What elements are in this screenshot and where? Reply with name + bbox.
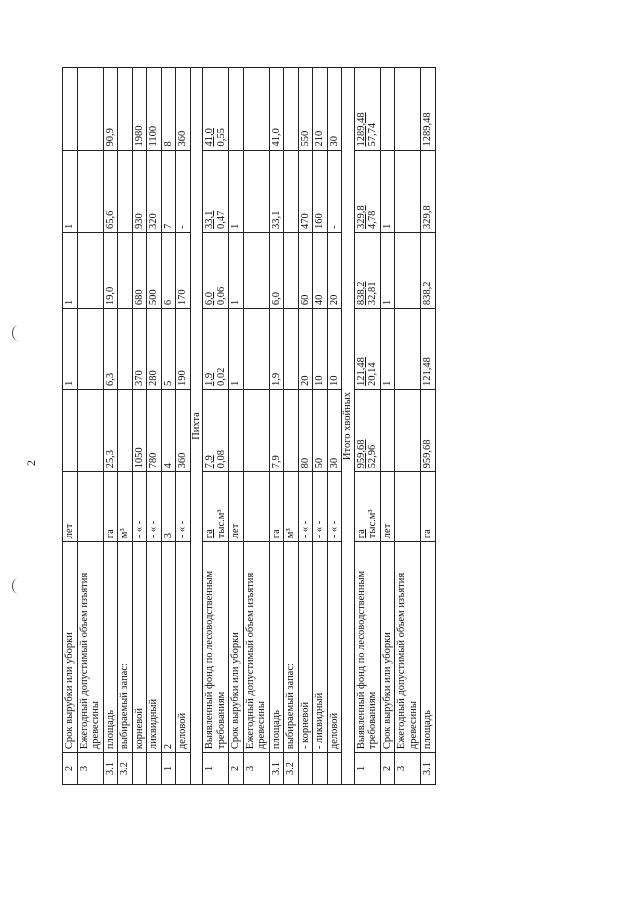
value-cell xyxy=(380,68,395,151)
value-cell xyxy=(118,309,133,390)
indicator-label-cell: деловой xyxy=(327,542,342,753)
value-cell: 90,9 xyxy=(103,68,118,151)
value-cell xyxy=(395,309,421,390)
row-number-cell xyxy=(176,753,191,785)
value-cell xyxy=(203,309,229,390)
value-cell xyxy=(77,309,103,390)
table-row xyxy=(203,68,229,785)
row-number-cell: 2 xyxy=(229,753,244,785)
value-cell xyxy=(229,68,244,151)
indicator-label-cell: Срок вырубки или уборки xyxy=(229,542,244,753)
indicator-label-cell: выбираемый запас: xyxy=(118,542,133,753)
value-cell: 60 xyxy=(298,232,313,308)
row-number-cell: 3.1 xyxy=(421,753,436,785)
value-cell: 41,0 xyxy=(269,68,284,151)
indicator-label-cell: - ликвидный xyxy=(313,542,328,753)
value-secondary: 32,81 xyxy=(367,281,378,306)
value-cell xyxy=(118,150,133,232)
indicator-label-cell: Срок вырубки или уборки xyxy=(380,542,395,753)
value-cell: 25,3 xyxy=(103,389,118,471)
row-number-cell xyxy=(313,753,328,785)
unit-cell xyxy=(77,472,103,542)
unit-secondary: тыс.м³ xyxy=(367,509,378,539)
row-number-cell: 3.2 xyxy=(118,753,133,785)
value-cell: 470 xyxy=(298,150,313,232)
value-cell xyxy=(243,309,269,390)
value-cell: 780 xyxy=(147,389,162,471)
value-cell xyxy=(284,232,299,308)
value-cell: 6,3 xyxy=(103,309,118,390)
unit-cell xyxy=(395,472,421,542)
row-number-cell: 3 xyxy=(243,753,269,785)
table-row xyxy=(380,68,395,785)
row-number-cell: 3.2 xyxy=(284,753,299,785)
value-cell: 838,2 xyxy=(421,232,436,308)
table-row xyxy=(132,68,147,785)
table-row xyxy=(77,68,103,785)
value-cell xyxy=(354,68,380,151)
row-number-cell: 3 xyxy=(77,753,103,785)
table-row xyxy=(313,68,328,785)
value-cell: 1 xyxy=(380,232,395,308)
value-cell: 1100 xyxy=(147,68,162,151)
value-cell: - xyxy=(176,150,191,232)
value-cell: 4 xyxy=(161,389,176,471)
value-cell xyxy=(243,150,269,232)
unit-cell: 3 xyxy=(161,472,176,542)
value-cell: 1289,48 xyxy=(421,68,436,151)
value-secondary: 52,96 xyxy=(367,444,378,469)
value-cell: 7,9 xyxy=(269,389,284,471)
value-cell: 370 xyxy=(132,309,147,390)
value-cell: 40 xyxy=(313,232,328,308)
value-cell xyxy=(203,68,229,151)
row-number-cell xyxy=(132,753,147,785)
value-cell: 360 xyxy=(176,389,191,471)
table-row xyxy=(176,68,191,785)
value-cell: 30 xyxy=(327,68,342,151)
value-cell: - xyxy=(327,150,342,232)
value-secondary: 0,47 xyxy=(215,210,227,229)
value-secondary: 57,74 xyxy=(367,122,378,147)
unit-cell: га xyxy=(421,472,436,542)
value-cell xyxy=(63,68,78,151)
value-cell: 6 xyxy=(161,232,176,308)
value-cell: 680 xyxy=(132,232,147,308)
value-cell: 10 xyxy=(313,309,328,390)
row-number-cell: 2 xyxy=(380,753,395,785)
table-row xyxy=(421,68,436,785)
value-cell xyxy=(395,150,421,232)
indicator-label-cell: Срок вырубки или уборки xyxy=(63,542,78,753)
value-cell xyxy=(243,389,269,471)
unit-cell: - « - xyxy=(298,472,313,542)
value-cell: 7 xyxy=(161,150,176,232)
unit-cell: м³ xyxy=(284,472,299,542)
indicator-label-cell: - корневой xyxy=(298,542,313,753)
value-primary: 7,9 xyxy=(204,455,215,469)
indicator-label-cell: деловой xyxy=(176,542,191,753)
indicator-label-cell: выбираемый запас: xyxy=(284,542,299,753)
value-cell xyxy=(395,232,421,308)
row-number-cell: 3 xyxy=(395,753,421,785)
value-secondary: 0,08 xyxy=(215,450,227,469)
value-cell xyxy=(284,389,299,471)
value-cell xyxy=(354,150,380,232)
row-number-cell xyxy=(147,753,162,785)
value-primary: 33,1 xyxy=(204,210,215,229)
unit-primary: га xyxy=(204,529,215,539)
indicator-label-cell: Ежегодный допустимый объем изъятия древесины xyxy=(395,542,421,753)
value-cell xyxy=(229,389,244,471)
table-row xyxy=(103,68,118,785)
unit-cell: лет xyxy=(380,472,395,542)
value-cell: 329,8 xyxy=(421,150,436,232)
row-number-cell: 3.1 xyxy=(269,753,284,785)
value-cell: 360 xyxy=(176,68,191,151)
indicator-label-cell: Выявленный фонд по лесоводственным требованиям xyxy=(203,542,229,753)
forest-fund-table xyxy=(62,67,436,785)
indicator-label-cell: площадь xyxy=(269,542,284,753)
table-row xyxy=(269,68,284,785)
value-cell xyxy=(284,68,299,151)
unit-cell: - « - xyxy=(176,472,191,542)
value-cell: 6,0 xyxy=(269,232,284,308)
value-cell: 1050 xyxy=(132,389,147,471)
unit-cell xyxy=(354,472,380,542)
value-cell: 10 xyxy=(327,309,342,390)
table-row xyxy=(63,68,78,785)
unit-cell: м³ xyxy=(118,472,133,542)
value-cell xyxy=(203,150,229,232)
table-row xyxy=(327,68,342,785)
value-cell xyxy=(395,389,421,471)
table-row xyxy=(284,68,299,785)
value-cell: 930 xyxy=(132,150,147,232)
value-cell: 30 xyxy=(327,389,342,471)
value-cell: 1 xyxy=(63,232,78,308)
value-cell xyxy=(77,150,103,232)
value-cell: 5 xyxy=(161,309,176,390)
indicator-label-cell: 2 xyxy=(161,542,176,753)
value-primary: 6,0 xyxy=(204,291,215,306)
value-cell: 1980 xyxy=(132,68,147,151)
value-cell: 1,9 xyxy=(269,309,284,390)
value-cell: 500 xyxy=(147,232,162,308)
value-secondary: 4,78 xyxy=(367,210,378,229)
value-cell: 1 xyxy=(380,150,395,232)
value-cell xyxy=(354,389,380,471)
value-cell xyxy=(395,68,421,151)
value-cell xyxy=(354,232,380,308)
row-number-cell: 1 xyxy=(203,753,229,785)
unit-cell: - « - xyxy=(313,472,328,542)
value-cell: 8 xyxy=(161,68,176,151)
value-cell: 1 xyxy=(229,232,244,308)
unit-cell: - « - xyxy=(132,472,147,542)
indicator-label-cell: площадь xyxy=(103,542,118,753)
unit-cell: - « - xyxy=(327,472,342,542)
unit-cell: лет xyxy=(229,472,244,542)
page-number: 2 xyxy=(24,460,38,466)
unit-primary: га xyxy=(355,529,367,539)
value-secondary: 0,02 xyxy=(215,367,227,386)
indicator-label-cell: площадь xyxy=(421,542,436,753)
value-cell: 121,48 xyxy=(421,309,436,390)
value-cell: 190 xyxy=(176,309,191,390)
value-primary: 838,2 xyxy=(355,281,367,306)
value-secondary: 0,06 xyxy=(215,286,227,306)
value-cell xyxy=(354,309,380,390)
row-number-cell: 1 xyxy=(161,753,176,785)
value-cell xyxy=(118,68,133,151)
value-cell xyxy=(77,68,103,151)
value-cell xyxy=(77,232,103,308)
value-primary: 329,8 xyxy=(355,205,367,229)
value-cell xyxy=(243,232,269,308)
value-cell: 1 xyxy=(380,309,395,390)
table-row xyxy=(118,68,133,785)
section-title: Пихта xyxy=(190,68,203,785)
indicator-label-cell: корневой xyxy=(132,542,147,753)
row-number-cell xyxy=(298,753,313,785)
unit-cell: лет xyxy=(63,472,78,542)
value-cell: 210 xyxy=(313,68,328,151)
value-cell: 959,68 xyxy=(421,389,436,471)
row-number-cell: 1 xyxy=(354,753,380,785)
value-cell: 1 xyxy=(63,150,78,232)
table-row xyxy=(395,68,421,785)
value-cell: 19,0 xyxy=(103,232,118,308)
value-secondary: 0,55 xyxy=(215,128,227,147)
value-cell xyxy=(77,389,103,471)
value-cell xyxy=(284,150,299,232)
value-cell: 1 xyxy=(229,150,244,232)
value-secondary: 20,14 xyxy=(367,362,378,386)
indicator-label-cell: Ежегодный допустимый объем изъятия древесины xyxy=(243,542,269,753)
section-header-row xyxy=(190,68,203,785)
row-number-cell: 2 xyxy=(63,753,78,785)
unit-cell: га xyxy=(103,472,118,542)
table-row xyxy=(161,68,176,785)
indicator-label-cell: Выявленный фонд по лесоводственным требованиям xyxy=(354,542,380,753)
value-cell: 1 xyxy=(229,309,244,390)
table-row xyxy=(243,68,269,785)
value-cell xyxy=(118,389,133,471)
value-cell xyxy=(380,389,395,471)
value-cell xyxy=(203,389,229,471)
table-row xyxy=(298,68,313,785)
value-cell: 65,6 xyxy=(103,150,118,232)
row-number-cell: 3.1 xyxy=(103,753,118,785)
row-number-cell xyxy=(327,753,342,785)
unit-cell xyxy=(203,472,229,542)
value-cell: 550 xyxy=(298,68,313,151)
table-row xyxy=(147,68,162,785)
value-cell: 320 xyxy=(147,150,162,232)
value-primary: 959,68 xyxy=(355,439,367,469)
value-cell xyxy=(243,68,269,151)
value-primary: 1289,48 xyxy=(355,112,367,147)
indicator-label-cell: ликвидный xyxy=(147,542,162,753)
section-title: Итого хвойных xyxy=(342,68,355,785)
table-row xyxy=(229,68,244,785)
unit-secondary: тыс.м³ xyxy=(215,509,227,539)
value-primary: 1,9 xyxy=(204,372,215,386)
value-cell: 20 xyxy=(298,309,313,390)
value-cell: 33,1 xyxy=(269,150,284,232)
unit-cell: - « - xyxy=(147,472,162,542)
value-cell: 80 xyxy=(298,389,313,471)
value-cell: 170 xyxy=(176,232,191,308)
unit-cell: га xyxy=(269,472,284,542)
value-cell xyxy=(118,232,133,308)
value-cell: 20 xyxy=(327,232,342,308)
value-cell xyxy=(284,309,299,390)
section-header-row xyxy=(342,68,355,785)
value-primary: 41,0 xyxy=(204,128,215,147)
rotated-page xyxy=(20,0,640,905)
indicator-label-cell: Ежегодный допустимый объем изъятия древесины xyxy=(77,542,103,753)
value-cell: 50 xyxy=(313,389,328,471)
value-primary: 121,48 xyxy=(355,357,367,386)
value-cell: 280 xyxy=(147,309,162,390)
unit-cell xyxy=(243,472,269,542)
value-cell: 160 xyxy=(313,150,328,232)
value-cell: 1 xyxy=(63,309,78,390)
value-cell xyxy=(63,389,78,471)
value-cell xyxy=(203,232,229,308)
table-row xyxy=(354,68,380,785)
